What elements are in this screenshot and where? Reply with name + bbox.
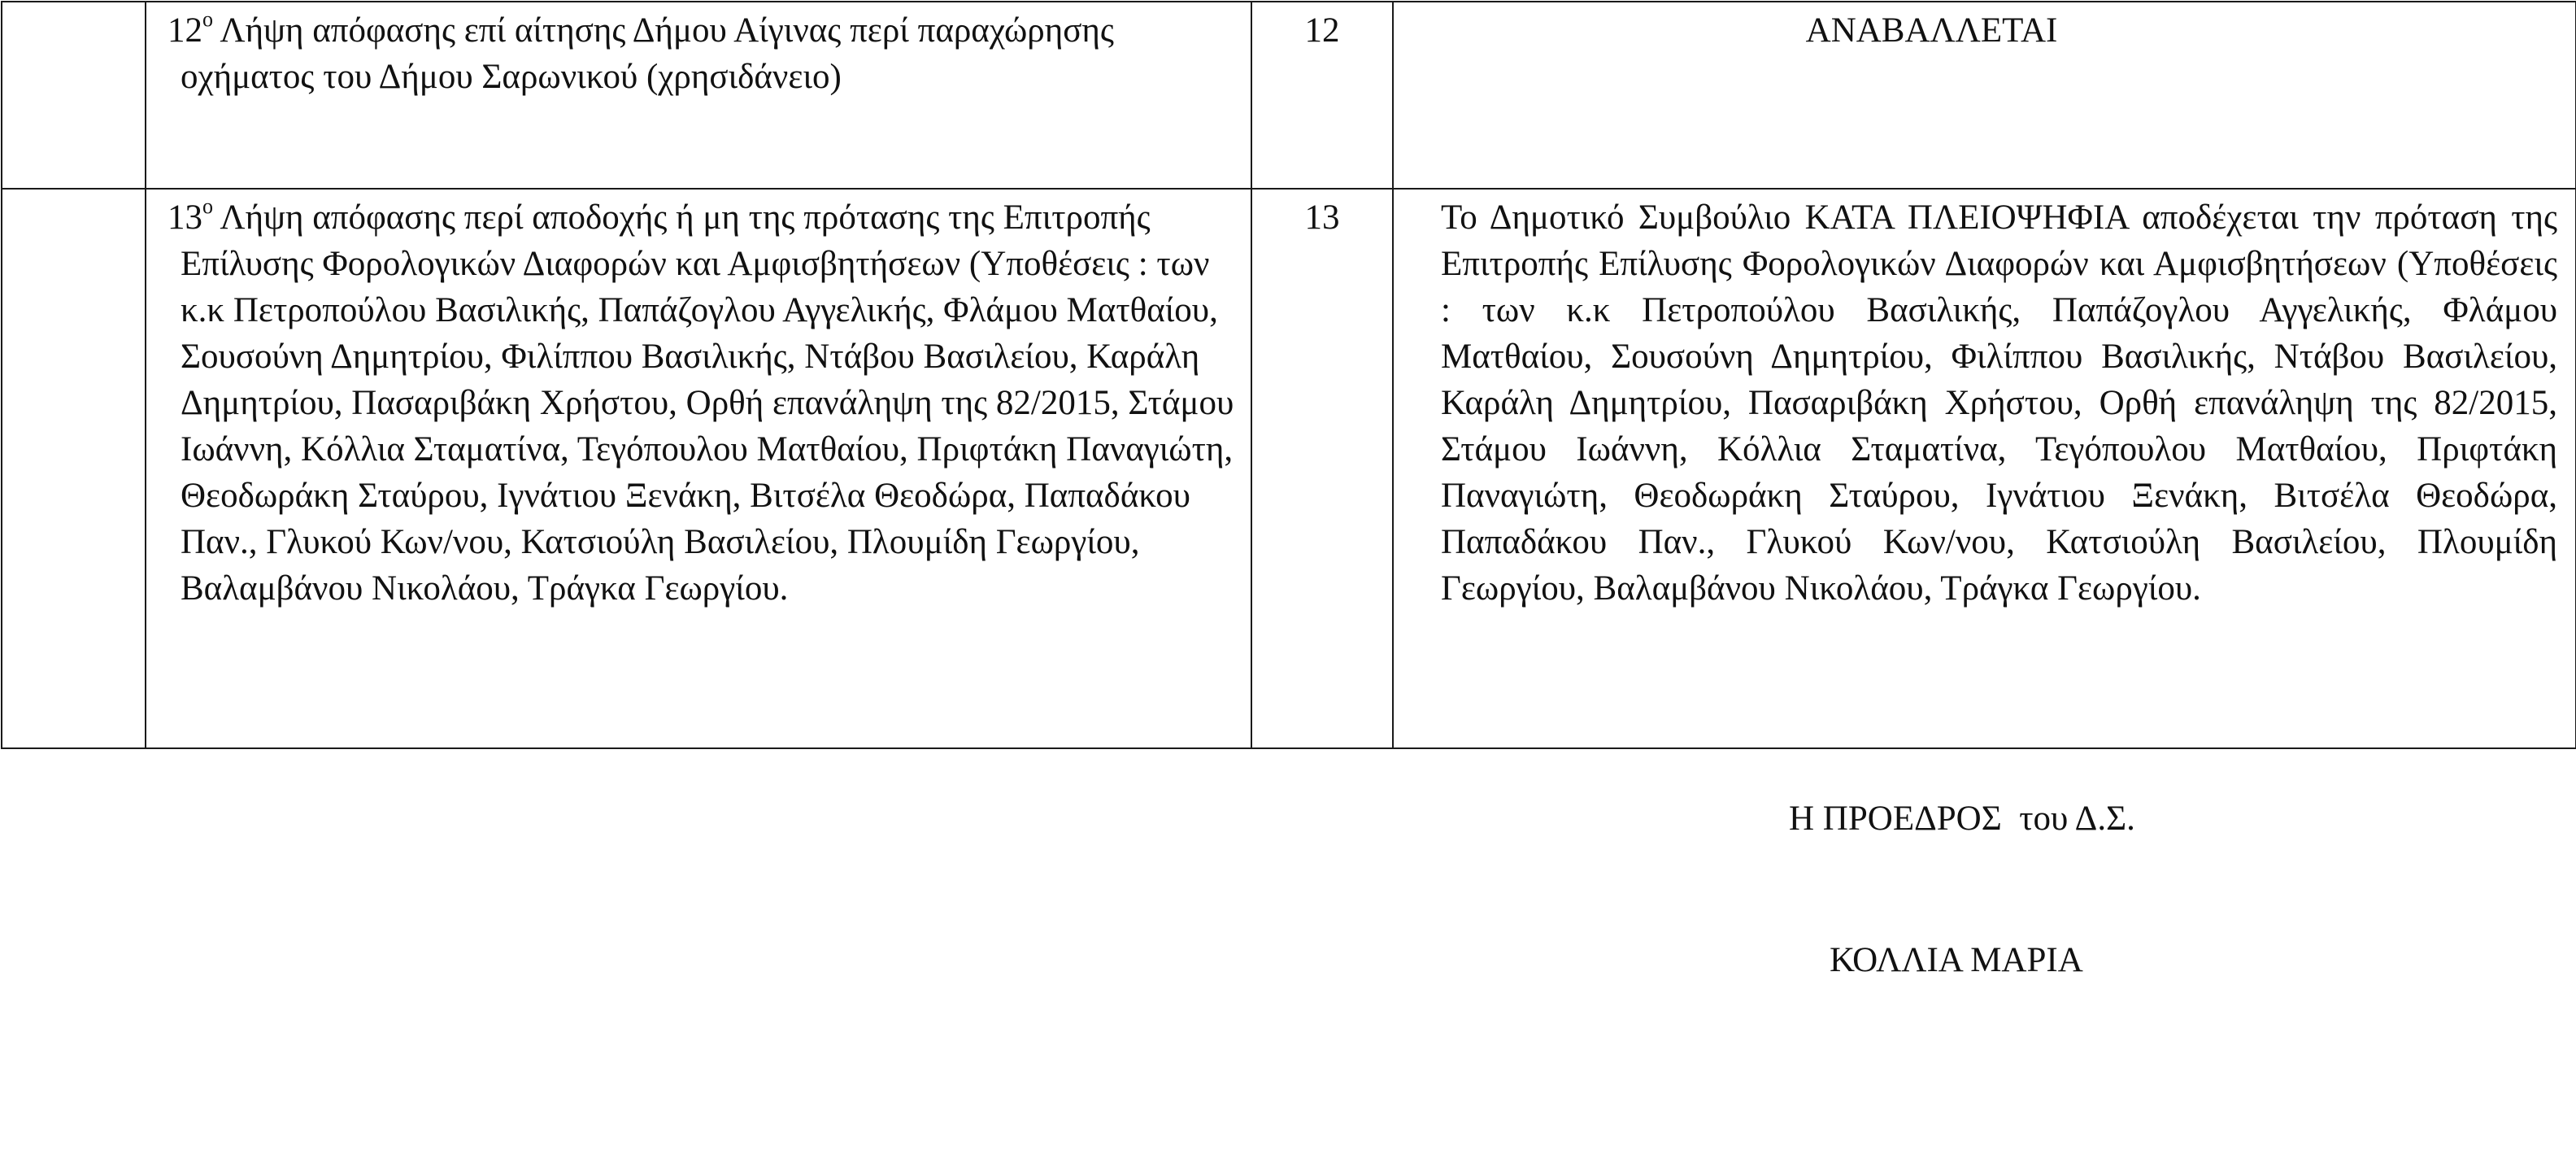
topic-cell [146,2,1251,189]
number-cell [1251,189,1393,748]
table-row [2,2,2576,189]
item-ordinal-suffix: ο [202,194,213,218]
item-topic-text: Λήψη απόφασης περί αποδοχής ή μη της πρότασης της Επιτροπής Επίλυσης Φορολογικών Διαφορών και Αμφισβητήσεων (Υποθέσεις : των κ.κ Πετροπούλου Βασιλικής, Παπάζογλου Αγγελικής, Φλάμου Ματθαίου, Σουσούνη Δημητρίου, Φιλίππου Βασιλικής, Ντάβου Βασιλείου, Καράλη Δημητρίου, Πασαριβάκη Χρήστου, Ορθή επανάληψη της 82/2015, Στάμου Ιωάννη, Κόλλια Σταματίνα, Τεγόπουλου Ματθαίου, Πριφτάκη Παναγιώτη, Θεοδωράκη Σταύρου, Ιγνάτιου Ξενάκη, Βιτσέλα Θεοδώρα, Παπαδάκου Παν., Γλυκού Κων/νου, Κατσιούλη Βασιλείου, Πλουμίδη Γεωργίου, Βαλαμβάνου Νικολάου, Τράγκα Γεωργίου. [181,198,1234,608]
decisions-table [1,1,2576,749]
item-ordinal: 13 [168,198,202,237]
item-ordinal: 12 [168,11,202,50]
blank-cell [2,189,146,748]
table-row [2,189,2576,748]
item-number: 12 [1304,11,1340,50]
item-ordinal-suffix: ο [202,7,213,31]
signature-title: Η ΠΡΟΕΔΡΟΣ του Δ.Σ. [1789,800,2135,838]
item-topic-text: Λήψη απόφασης επί αίτησης Δήμου Αίγινας περί παραχώρησης οχήματος του Δήμου Σαρωνικού (χρησιδάνειο) [181,11,1114,96]
item-result: Το Δημοτικό Συμβούλιο ΚΑΤΑ ΠΛΕΙΟΨΗΦΙΑ αποδέχεται την πρόταση της Επιτροπής Επίλυσης Φορολογικών Διαφορών και Αμφισβητήσεων (Υποθέσεις : των κ.κ Πετροπούλου Βασιλικής, Παπάζογλου Αγγελικής, Φλάμου Ματθαίου, Σουσούνη Δημητρίου, Φιλίππου Βασιλικής, Ντάβου Βασιλείου, Καράλη Δημητρίου, Πασαριβάκη Χρήστου, Ορθή επανάληψη της 82/2015, Στάμου Ιωάννη, Κόλλια Σταματίνα, Τεγόπουλου Ματθαίου, Πριφτάκη Παναγιώτη, Θεοδωράκη Σταύρου, Ιγνάτιου Ξενάκη, Βιτσέλα Θεοδώρα, Παπαδάκου Παν., Γλυκού Κων/νου, Κατσιούλη Βασιλείου, Πλουμίδη Γεωργίου, Βαλαμβάνου Νικολάου, Τράγκα Γεωργίου. [1441,198,2557,608]
number-cell [1251,2,1393,189]
result-cell [1393,2,2576,189]
item-result: ΑΝΑΒΑΛΛΕΤΑΙ [1805,11,2058,50]
blank-cell [2,2,146,189]
result-cell [1393,189,2576,748]
signature-name: ΚΟΛΛΙΑ ΜΑΡΙΑ [1830,941,2083,979]
item-number: 13 [1304,198,1340,237]
topic-cell [146,189,1251,748]
